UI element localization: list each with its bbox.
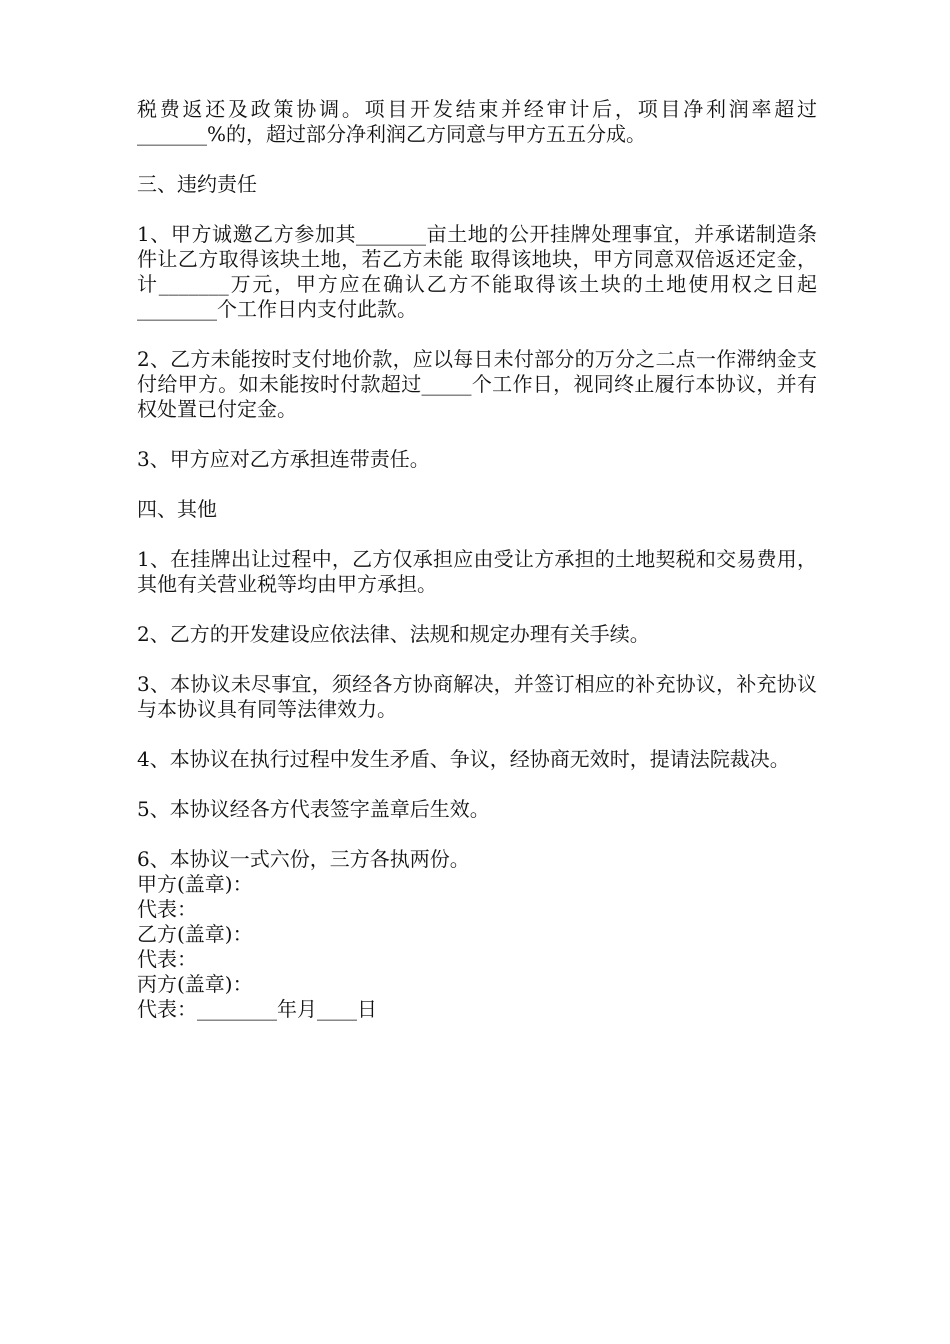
paragraph-other-6: 6、本协议一式六份，三方各执两份。 (137, 847, 470, 871)
signature-block (137, 847, 817, 1022)
paragraph-breach-3: 3、甲方应对乙方承担连带责任。 (137, 447, 430, 471)
paragraph-other-2: 2、乙方的开发建设应依法律、法规和规定办理有关手续。 (137, 622, 650, 646)
paragraph-other-3: 3、本协议未尽事宜，须经各方协商解决，并签订相应的补充协议，补充协议与本协议具有同等法律效力。 (137, 672, 817, 721)
party-a-representative-line: 代表： (137, 897, 197, 921)
paragraph-breach-2: 2、乙方未能按时支付地价款，应以每日未付部分的万分之二点一作滞纳金支付给甲方。如未能按时付款超过_____个工作日，视同终止履行本协议，并有权处置已付定金。 (137, 347, 817, 421)
paragraph-other-5: 5、本协议经各方代表签字盖章后生效。 (137, 797, 490, 821)
party-b-representative-line: 代表： (137, 947, 197, 971)
party-b-seal-line: 乙方(盖章)： (137, 922, 253, 946)
party-c-representative-date-line: 代表：________年月____日 (137, 997, 377, 1021)
paragraph-breach-1: 1、甲方诚邀乙方参加其_______亩土地的公开挂牌处理事宜，并承诺制造条件让乙方取得该块土地，若乙方未能 取得该地块，甲方同意双倍返还定金，计_______万元，甲方应在确认乙方不能取得该土块的土地使用权之日起________个工作日内支付此款。 (137, 222, 817, 321)
document-page (137, 97, 817, 1022)
heading-breach-liability: 三、违约责任 (137, 172, 257, 196)
heading-other: 四、其他 (137, 497, 217, 521)
paragraph-other-1: 1、在挂牌出让过程中，乙方仅承担应由受让方承担的土地契税和交易费用，其他有关营业税等均由甲方承担。 (137, 547, 817, 596)
paragraph-other-4: 4、本协议在执行过程中发生矛盾、争议，经协商无效时，提请法院裁决。 (137, 747, 790, 771)
paragraph-tax-refund: 税费返还及政策协调。项目开发结束并经审计后，项目净利润率超过_______%的，超过部分净利润乙方同意与甲方五五分成。 (137, 97, 817, 146)
party-c-seal-line: 丙方(盖章)： (137, 972, 253, 996)
party-a-seal-line: 甲方(盖章)： (137, 872, 253, 896)
